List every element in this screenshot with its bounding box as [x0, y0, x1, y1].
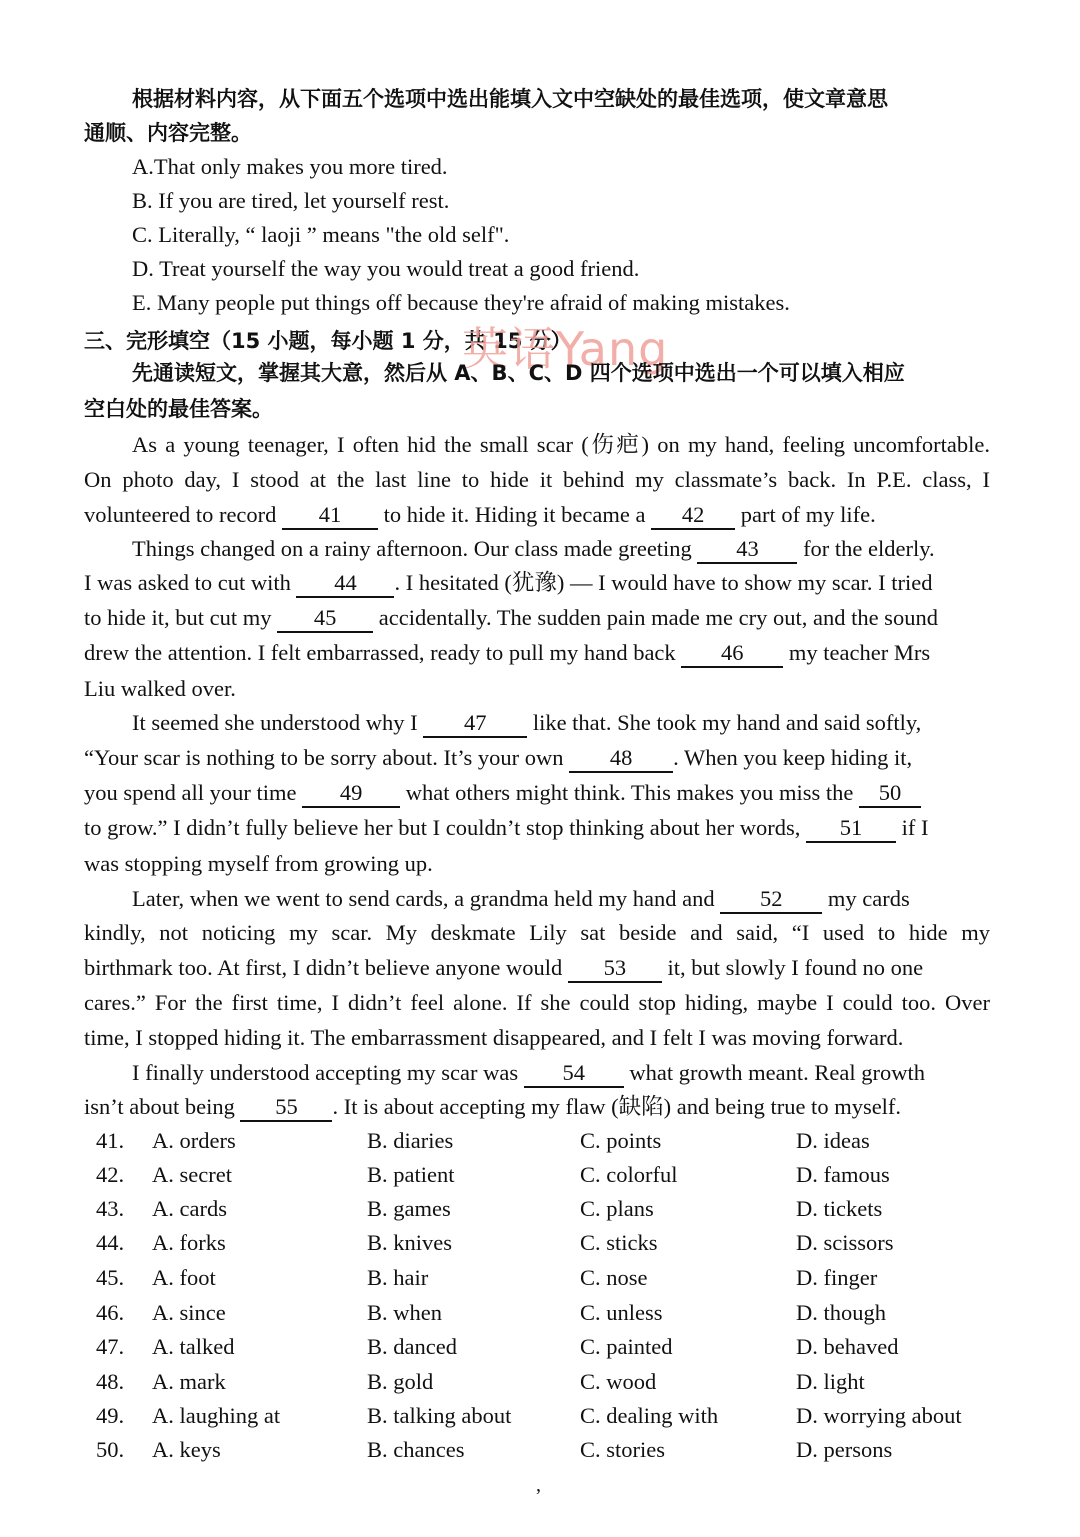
choice-d[interactable]: D. though [796, 1300, 886, 1325]
option-a: A.That only makes you more tired. [132, 154, 448, 179]
passage-line: time, I stopped hiding it. The embarrassment disappeared, and I felt I was moving forward. [84, 1025, 904, 1050]
choice-b[interactable]: B. chances [367, 1437, 465, 1462]
choice-d[interactable]: D. behaved [796, 1334, 899, 1359]
choice-b[interactable]: B. patient [367, 1162, 455, 1187]
choice-a[interactable]: A. mark [152, 1369, 226, 1394]
option-e: E. Many people put things off because they're afraid of making mistakes. [132, 290, 790, 315]
blank-51[interactable]: 51 [806, 815, 896, 843]
instruction-line-2: 通顺、内容完整。 [84, 121, 252, 145]
passage-line: volunteered to record 41 to hide it. Hiding it became a 42 part of my life. [84, 498, 876, 532]
blank-55[interactable]: 55 [240, 1094, 332, 1122]
question-number: 43. [96, 1196, 125, 1221]
passage-line: It seemed she understood why I 47 like that. She took my hand and said softly, [132, 706, 921, 740]
section-instruction-1: 先通读短文，掌握其大意，然后从 A、B、C、D 四个选项中选出一个可以填入相应 [132, 361, 905, 385]
choice-a[interactable]: A. foot [152, 1265, 216, 1290]
choice-c[interactable]: C. points [580, 1128, 662, 1153]
choice-d[interactable]: D. tickets [796, 1196, 883, 1221]
choice-c[interactable]: C. nose [580, 1265, 648, 1290]
question-number: 49. [96, 1403, 125, 1428]
instruction-line-1: 根据材料内容，从下面五个选项中选出能填入文中空缺处的最佳选项，使文章意思 [132, 87, 888, 111]
passage-line: I was asked to cut with 44 . I hesitated (犹豫) — I would have to show my scar. I tried [84, 566, 932, 600]
passage-line: to hide it, but cut my 45 accidentally. The sudden pain made me cry out, and the sound [84, 601, 938, 635]
passage-line: Things changed on a rainy afternoon. Our class made greeting 43 for the elderly. [132, 532, 935, 566]
passage-line: Later, when we went to send cards, a grandma held my hand and 52 my cards [132, 882, 910, 916]
blank-54[interactable]: 54 [524, 1060, 624, 1088]
question-number: 50. [96, 1437, 125, 1462]
choice-b[interactable]: B. danced [367, 1334, 457, 1359]
question-number: 48. [96, 1369, 125, 1394]
watermark: 英语Yang [462, 322, 669, 376]
choice-c[interactable]: C. dealing with [580, 1403, 719, 1428]
choice-c[interactable]: C. sticks [580, 1230, 658, 1255]
section-instruction-2: 空白处的最佳答案。 [84, 397, 273, 421]
passage-line: drew the attention. I felt embarrassed, ready to pull my hand back 46 my teacher Mrs [84, 636, 930, 670]
choice-d[interactable]: D. ideas [796, 1128, 870, 1153]
blank-49[interactable]: 49 [302, 780, 400, 808]
choice-a[interactable]: A. orders [152, 1128, 236, 1153]
passage-line: to grow.” I didn’t fully believe her but I couldn’t stop thinking about her words, 51 if I [84, 811, 928, 845]
passage-line: I finally understood accepting my scar was 54 what growth meant. Real growth [132, 1056, 925, 1090]
choice-a[interactable]: A. forks [152, 1230, 226, 1255]
blank-41[interactable]: 41 [282, 502, 378, 530]
option-b: B. If you are tired, let yourself rest. [132, 188, 450, 213]
choice-c[interactable]: C. unless [580, 1300, 663, 1325]
choice-a[interactable]: A. laughing at [152, 1403, 281, 1428]
choice-c[interactable]: C. plans [580, 1196, 654, 1221]
blank-43[interactable]: 43 [697, 536, 797, 564]
passage-line: “Your scar is nothing to be sorry about. It’s your own 48 . When you keep hiding it, [84, 741, 912, 775]
choice-b[interactable]: B. hair [367, 1265, 429, 1290]
choice-a[interactable]: A. talked [152, 1334, 235, 1359]
choice-c[interactable]: C. wood [580, 1369, 657, 1394]
blank-45[interactable]: 45 [277, 605, 373, 633]
passage-line: was stopping myself from growing up. [84, 851, 433, 876]
choice-c[interactable]: C. painted [580, 1334, 673, 1359]
choice-b[interactable]: B. knives [367, 1230, 453, 1255]
choice-b[interactable]: B. games [367, 1196, 451, 1221]
passage-line: cares.” For the first time, I didn’t feel alone. If she could stop hiding, maybe I could too. Over [84, 990, 990, 1015]
blank-46[interactable]: 46 [681, 640, 783, 668]
choice-d[interactable]: D. worrying about [796, 1403, 962, 1428]
question-number: 46. [96, 1300, 125, 1325]
choice-d[interactable]: D. famous [796, 1162, 890, 1187]
passage-line: you spend all your time 49 what others might think. This makes you miss the 50 [84, 776, 921, 810]
choice-d[interactable]: D. light [796, 1369, 865, 1394]
page-footer-mark: , [536, 1474, 541, 1496]
choice-a[interactable]: A. cards [152, 1196, 227, 1221]
blank-47[interactable]: 47 [423, 710, 527, 738]
choice-b[interactable]: B. when [367, 1300, 442, 1325]
choice-a[interactable]: A. since [152, 1300, 226, 1325]
passage-line: Liu walked over. [84, 676, 236, 701]
blank-50[interactable]: 50 [859, 780, 921, 808]
choice-d[interactable]: D. scissors [796, 1230, 894, 1255]
choice-a[interactable]: A. keys [152, 1437, 221, 1462]
choice-a[interactable]: A. secret [152, 1162, 232, 1187]
passage-line: On photo day, I stood at the last line to hide it behind my classmate’s back. In P.E. class, I [84, 467, 990, 492]
blank-44[interactable]: 44 [296, 570, 394, 598]
choice-d[interactable]: D. persons [796, 1437, 893, 1462]
blank-48[interactable]: 48 [569, 745, 673, 773]
passage-line: kindly, not noticing my scar. My deskmate Lily sat beside and said, “I used to hide my [84, 920, 990, 945]
blank-53[interactable]: 53 [568, 955, 662, 983]
choice-c[interactable]: C. stories [580, 1437, 666, 1462]
question-number: 47. [96, 1334, 125, 1359]
passage-line: isn’t about being 55 . It is about accepting my flaw (缺陷) and being true to myself. [84, 1090, 901, 1124]
passage-line: As a young teenager, I often hid the small scar (伤疤) on my hand, feeling uncomfortable. [132, 432, 990, 457]
blank-42[interactable]: 42 [651, 502, 735, 530]
question-number: 41. [96, 1128, 125, 1153]
choice-d[interactable]: D. finger [796, 1265, 878, 1290]
choice-b[interactable]: B. talking about [367, 1403, 512, 1428]
section-heading: 三、完形填空（15 小题，每小题 1 分，共 15 分） [84, 329, 572, 353]
option-c: C. Literally, “ laoji ” means "the old self". [132, 222, 510, 247]
blank-52[interactable]: 52 [720, 886, 822, 914]
passage-line: birthmark too. At first, I didn’t believe anyone would 53 it, but slowly I found no one [84, 951, 923, 985]
choice-b[interactable]: B. gold [367, 1369, 434, 1394]
question-number: 44. [96, 1230, 125, 1255]
choice-b[interactable]: B. diaries [367, 1128, 454, 1153]
choice-c[interactable]: C. colorful [580, 1162, 678, 1187]
question-number: 45. [96, 1265, 125, 1290]
question-number: 42. [96, 1162, 125, 1187]
option-d: D. Treat yourself the way you would treat a good friend. [132, 256, 640, 281]
